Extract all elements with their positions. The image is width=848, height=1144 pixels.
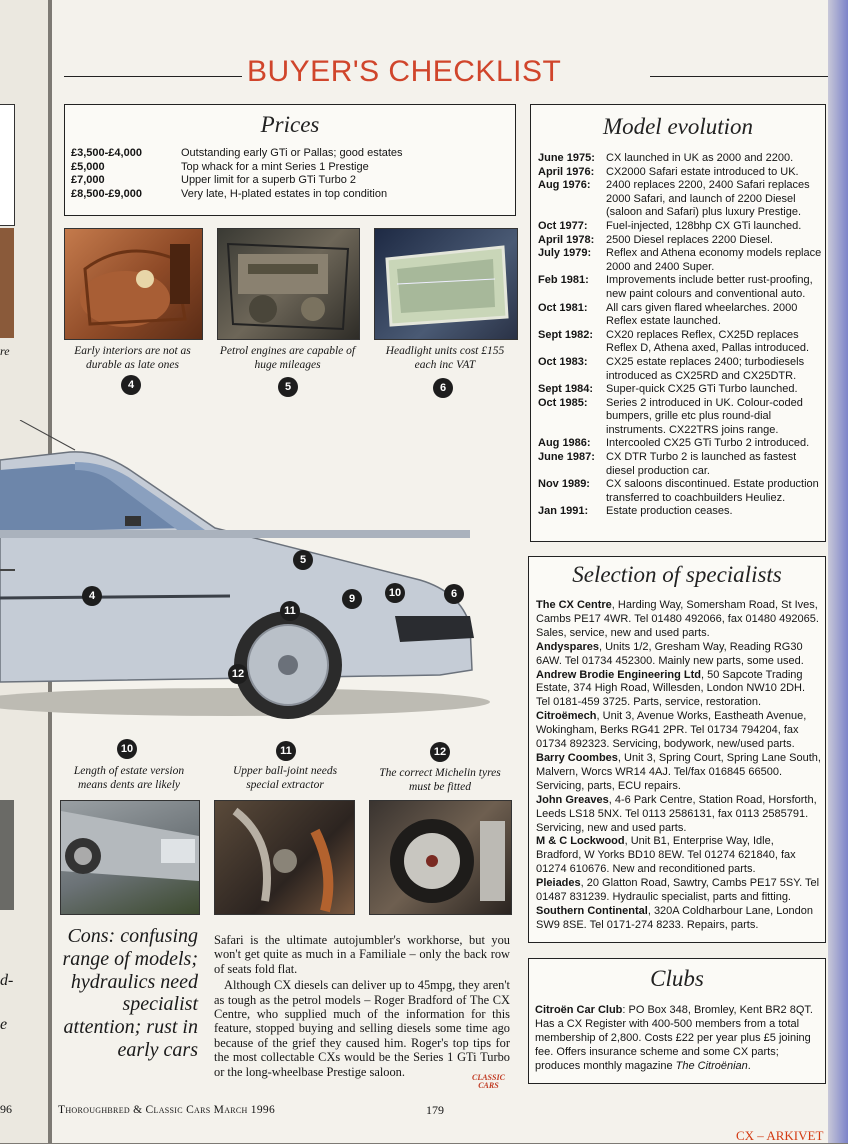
- evolution-entry: [538, 397, 822, 438]
- left-page-photo: [0, 228, 14, 338]
- price-range: £5,000: [71, 160, 105, 173]
- ball-joint-photo-art: [215, 801, 354, 914]
- classic-cars-end-logo: [472, 1074, 505, 1090]
- car-callout-badge: 5: [293, 550, 313, 570]
- price-range: £7,000: [71, 174, 105, 187]
- evolution-date: Aug 1986:: [538, 437, 591, 450]
- photo-number-badge: 6: [433, 378, 453, 398]
- body-paragraph: Safari is the ultimate autojumbler's workhorse, but you won't get quite as much in a Familiale – only the back row of seats fold flat.: [214, 933, 510, 976]
- car-callout-badge: 9: [342, 589, 362, 609]
- club-magazine: The Citroënian: [675, 1059, 748, 1072]
- evolution-text: Intercooled CX25 GTi Turbo 2 introduced.: [606, 437, 810, 450]
- specialist-name: Southern Continental: [536, 904, 648, 917]
- specialist-entry: [536, 641, 821, 669]
- evolution-text: Reflex and Athena economy models replace 2000 and 2400 Super.: [606, 247, 822, 273]
- price-range: £3,500-£4,000: [71, 147, 142, 159]
- specialists-title: Selection of specialists: [572, 562, 782, 587]
- evolution-date: Sept 1984:: [538, 383, 594, 396]
- specialist-entry: [536, 794, 821, 836]
- estate-photo-art: [61, 801, 199, 914]
- car-callout-badge: 11: [280, 601, 300, 621]
- specialist-details: , 320A Coldharbour Lane, London SW9 8SE. Tel 0171-274 8233. Repairs, parts.: [536, 904, 813, 931]
- price-description: Top whack for a mint Series 1 Prestige: [181, 160, 369, 173]
- specialist-entry: [536, 710, 821, 752]
- specialist-name: Barry Coombes: [536, 751, 618, 764]
- evolution-date: July 1979:: [538, 247, 592, 260]
- citroen-cx-illustration: [0, 420, 520, 730]
- photo-headlight: [374, 228, 518, 340]
- left-page-fragment: d-: [0, 972, 14, 989]
- specialist-name: M & C Lockwood: [536, 835, 625, 848]
- specialist-details: , 20 Glatton Road, Sawtry, Cambs PE17 5SY. Tel 01487 831239. Hydraulic specialist, parts and fitting.: [536, 877, 820, 904]
- evolution-entry: [538, 234, 822, 248]
- photo-number-badge: 5: [278, 377, 298, 397]
- evolution-date: Oct 1977:: [538, 219, 588, 232]
- page-number: 179: [426, 1103, 444, 1117]
- specialist-entry: [536, 877, 821, 905]
- model-evolution-title: Model evolution: [602, 114, 754, 139]
- left-page-box: [0, 104, 15, 226]
- price-description: Upper limit for a superb GTi Turbo 2: [181, 174, 357, 187]
- evolution-date: Feb 1981:: [538, 274, 589, 287]
- evolution-text: Improvements include better rust-proofing, new paint colours and conventional auto.: [606, 274, 813, 300]
- photo-number-badge: 11: [276, 741, 296, 761]
- club-name: Citroën Car Club: [535, 1004, 623, 1016]
- evolution-text: Estate production ceases.: [606, 505, 733, 518]
- evolution-text: Fuel-injected, 128bhp CX GTi launched.: [606, 219, 802, 232]
- evolution-entry: [538, 220, 822, 234]
- evolution-date: Sept 1982:: [538, 328, 594, 341]
- evolution-entry: [538, 437, 822, 451]
- logo-word: CARS: [478, 1081, 499, 1090]
- price-row: [71, 188, 511, 202]
- specialist-entry: [536, 752, 821, 794]
- caption-interior: Early interiors are not as durable as late ones: [74, 345, 191, 371]
- prices-box: [64, 104, 516, 216]
- specialist-name: Pleiades: [536, 877, 581, 890]
- evolution-date: June 1975:: [538, 152, 595, 164]
- photo-number-badge: 10: [117, 739, 137, 759]
- left-page-fragment: 96: [0, 1102, 12, 1116]
- evolution-date: Oct 1983:: [538, 355, 588, 368]
- evolution-entry: [538, 356, 822, 383]
- evolution-entry: [538, 166, 822, 180]
- model-evolution-box: [530, 104, 826, 542]
- price-description: Outstanding early GTi or Pallas; good estates: [181, 147, 403, 159]
- left-page-photo: [0, 800, 14, 910]
- evolution-date: Aug 1976:: [538, 179, 591, 192]
- prices-title: Prices: [260, 112, 320, 137]
- car-callout-badge: 10: [385, 583, 405, 603]
- footer-magazine: Thoroughbred & Classic Cars March 1996: [58, 1104, 275, 1116]
- specialist-entry: [536, 669, 821, 711]
- club-details: : PO Box 348, Bromley, Kent BR2 8QT. Has a CX Register with 400-500 members from a total membership of 2,800. Costs £22 per year plus £5 joining fee. Offers insurance scheme and some CX parts; produces monthly magazine: [535, 1004, 813, 1072]
- club-end: .: [747, 1059, 751, 1072]
- photo-tyre: [369, 800, 512, 915]
- body-paragraph: Although CX diesels can deliver up to 45mpg, they aren't as tough as the petrol models – Roger Bradford of The CX Centre, who supplied much of the information for this feature, stopped buying and selling diesels some time ago because of the grief they caused him. Roger's top tips for the most collectable CXs would be the Series 1 GTi Turbo or the long-wheelbase Prestige saloon.: [214, 978, 510, 1079]
- photo-number-badge: 4: [121, 375, 141, 395]
- evolution-date: April 1976:: [538, 165, 595, 178]
- specialist-entry: [536, 835, 821, 877]
- specialist-details: , Unit 3, Spring Court, Spring Lane South, Malvern, Worcs WR14 4AJ. Tel/fax 016845 66500. Servicing, parts, ECU repairs.: [536, 751, 821, 792]
- club-entry: [535, 1004, 821, 1074]
- evolution-text: CX saloons discontinued. Estate production transferred to coachbuilders Heuliez.: [606, 478, 819, 504]
- caption-engine: Petrol engines are capable of huge mileages: [219, 345, 356, 371]
- headlight-photo-art: [375, 229, 517, 339]
- caption-estate: Length of estate version means dents are likely: [73, 765, 185, 791]
- caption-ball-joint: Upper ball-joint needs special extractor: [232, 765, 338, 791]
- clubs-box: [528, 958, 826, 1084]
- evolution-text: All cars given flared wheelarches. 2000 Reflex estate launched.: [606, 301, 798, 328]
- specialists-list: [536, 599, 821, 933]
- specialist-details: , Harding Way, Somersham Road, St Ives, Cambs PE17 4WR. Tel 01480 492066, fax 01480 492065. Sales, service, new and used parts.: [536, 599, 819, 639]
- car-callout-badge: 6: [444, 584, 464, 604]
- photo-interior: [64, 228, 203, 340]
- evolution-text: CX DTR Turbo 2 is launched as fastest diesel production car.: [606, 451, 797, 477]
- evolution-text: CX launched in UK as 2000 and 2200.: [606, 152, 794, 164]
- specialist-details: , Units 1/2, Gresham Way, Reading RG30 6AW. Tel 01734 452300. Mainly new parts, some used.: [536, 640, 804, 667]
- photo-ball-joint: [214, 800, 355, 915]
- specialist-details: , Unit B1, Enterprise Way, Idle, Bradford, W Yorks BD10 8EW. Tel 01274 621840, fax 01274 610676. New and reconditioned parts.: [536, 835, 796, 876]
- specialist-entry: [536, 599, 821, 641]
- clubs-title: Clubs: [650, 966, 704, 991]
- header-rule-left: [64, 76, 242, 77]
- page-title: BUYER'S CHECKLIST: [247, 55, 562, 88]
- evolution-date: April 1978:: [538, 233, 595, 246]
- evolution-entry: [538, 179, 822, 220]
- body-text: [214, 933, 510, 1079]
- evolution-entry: [538, 302, 822, 329]
- evolution-text: 2400 replaces 2200, 2400 Safari replaces 2000 Safari, and launch of 2200 Diesel (saloon and Safari) plus luxury Prestige.: [606, 179, 810, 219]
- photo-engine: [217, 228, 360, 340]
- model-evolution-list: [538, 152, 822, 519]
- photo-number-badge: 12: [430, 742, 450, 762]
- price-row: [71, 147, 511, 161]
- evolution-date: Oct 1985:: [538, 396, 588, 409]
- evolution-entry: [538, 505, 822, 519]
- evolution-entry: [538, 451, 822, 478]
- specialist-name: John Greaves: [536, 793, 609, 806]
- evolution-text: Series 2 introduced in UK. Colour-coded bumpers, grille etc plus round-dial instruments. CX22TRS joins range.: [606, 396, 803, 436]
- specialist-name: Andyspares: [536, 640, 599, 653]
- caption-tyres: The correct Michelin tyres must be fitted: [379, 767, 501, 793]
- evolution-text: CX25 estate replaces 2400; turbodiesels introduced as CX25RD and CX25DTR.: [606, 355, 805, 382]
- engine-photo-art: [218, 229, 359, 339]
- left-page-fragment: e: [0, 1016, 8, 1033]
- specialist-entry: [536, 905, 821, 933]
- specialist-name: Citroëmech: [536, 710, 597, 723]
- cons-pull-quote: Cons: confusing range of models; hydraulics need specialist attention; rust in early cars: [62, 925, 198, 1061]
- left-page-fragment: re: [0, 344, 10, 358]
- right-page-edge: [828, 0, 848, 1143]
- evolution-text: CX2000 Safari estate introduced to UK.: [606, 165, 799, 178]
- evolution-text: CX20 replaces Reflex, CX25D replaces Reflex D, Athena axed, Pallas introduced.: [606, 328, 810, 355]
- evolution-text: Super-quick CX25 GTi Turbo launched.: [606, 383, 798, 396]
- evolution-entry: [538, 247, 822, 274]
- caption-headlight: Headlight units cost £155 each inc VAT: [385, 345, 505, 371]
- interior-photo-art: [65, 229, 202, 339]
- evolution-entry: [538, 274, 822, 301]
- evolution-date: June 1987:: [538, 451, 595, 464]
- specialists-box: [528, 556, 826, 943]
- specialist-details: , Unit 3, Avenue Works, Eastheath Avenue, Wokingham, Berks RG41 2PR. Tel 01734 794204, fax 01734 892323. Servicing, bodywork, new/used parts.: [536, 710, 807, 751]
- tyre-photo-art: [370, 801, 511, 914]
- logo-word: CLASSIC: [472, 1073, 505, 1082]
- photo-estate-dent: [60, 800, 200, 915]
- car-callout-badge: 4: [82, 586, 102, 606]
- specialist-name: Andrew Brodie Engineering Ltd: [536, 668, 702, 681]
- evolution-entry: [538, 478, 822, 505]
- price-row: [71, 161, 511, 175]
- evolution-date: Nov 1989:: [538, 478, 590, 491]
- evolution-text: 2500 Diesel replaces 2200 Diesel.: [606, 233, 773, 246]
- evolution-entry: [538, 329, 822, 356]
- watermark: CX – ARKIVET: [736, 1128, 824, 1143]
- price-row: [71, 174, 511, 188]
- evolution-date: Oct 1981:: [538, 301, 588, 314]
- price-range: £8,500-£9,000: [71, 187, 142, 200]
- evolution-date: Jan 1991:: [538, 505, 589, 518]
- car-callout-badge: 12: [228, 664, 248, 684]
- evolution-entry: [538, 383, 822, 397]
- evolution-entry: [538, 152, 822, 166]
- header-rule-right: [650, 76, 828, 77]
- specialist-details: , 4-6 Park Centre, Station Road, Horsforth, Leeds LS18 5NX. Tel 0113 2586131, fax 0113 2585791. Servicing, new and used parts.: [536, 793, 817, 834]
- price-description: Very late, H-plated estates in top condition: [181, 187, 388, 200]
- specialist-details: , 50 Sapcote Trading Estate, 374 High Road, Willesden, London NW10 2DH. Tel 0181-459 3725. Parts, service, restoration.: [536, 668, 806, 709]
- specialist-name: The CX Centre: [536, 599, 612, 611]
